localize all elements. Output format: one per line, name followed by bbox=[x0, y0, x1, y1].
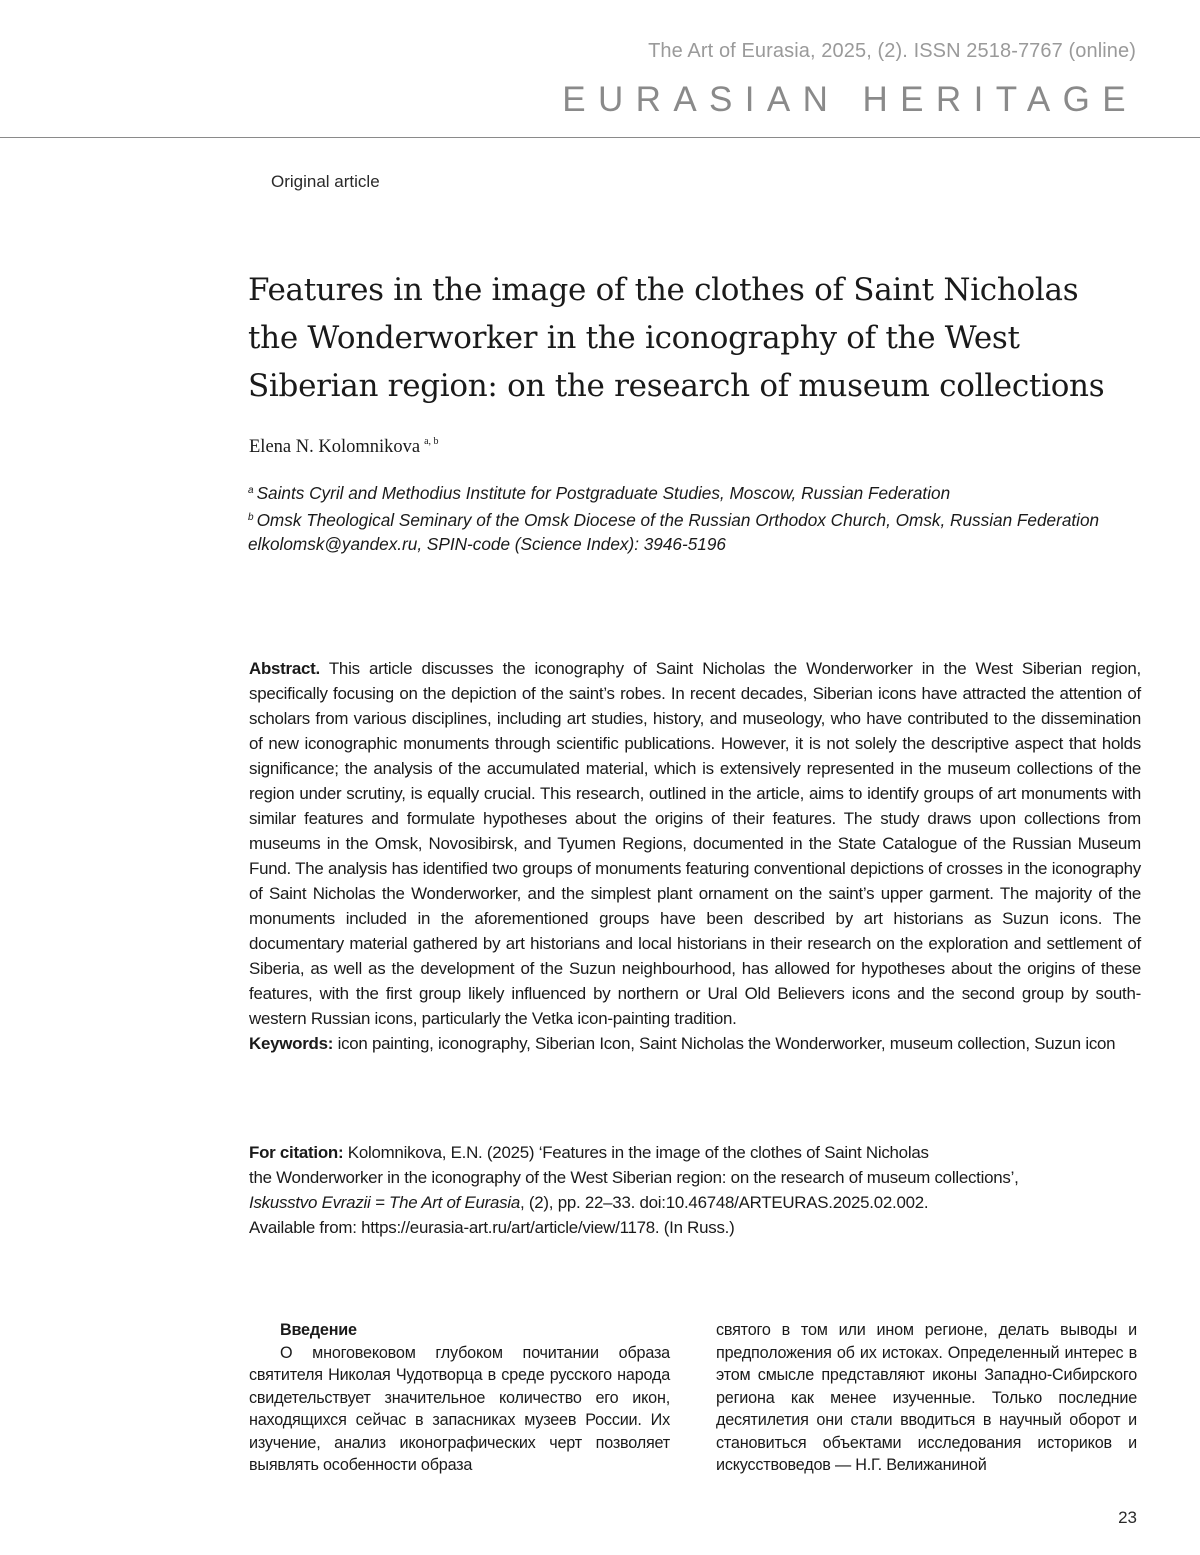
contact-info: elkolomsk@yandex.ru, SPIN-code (Science Index): 3946-5196 bbox=[248, 534, 726, 554]
author-name: Elena N. Kolomnikova bbox=[249, 437, 421, 457]
author-affiliation-marks: a, b bbox=[424, 436, 439, 447]
abstract bbox=[249, 656, 1141, 1056]
affiliation-text: Omsk Theological Seminary of the Omsk Diocese of the Russian Orthodox Church, Omsk, Russian Federation bbox=[256, 509, 1100, 530]
body-paragraph: О многовековом глубоком почитании образа святителя Николая Чудотворца в среде русского народа свидетельствует значительное количество его икон, находящихся сейчас в запасниках музеев России. Их изучение, анализ иконографических черт позволяет выявлять особенности образа bbox=[249, 1343, 670, 1474]
body-column-left bbox=[249, 1319, 670, 1477]
abstract-label: Abstract. bbox=[249, 659, 320, 678]
article-type: Original article bbox=[271, 172, 380, 191]
affiliation-b bbox=[248, 506, 1108, 533]
title-line: the Wonderworker in the iconography of the West bbox=[248, 320, 1020, 356]
body-column-right bbox=[716, 1319, 1137, 1477]
affiliations bbox=[248, 479, 1108, 557]
body-paragraph: святого в том или ином регионе, делать выводы и предположения об их истоках. Определенный интерес в этом смысле представляют иконы Западно-Сибирского региона как менее изученные. Только последние десятилетия они стали вводиться в научный оборот и становиться объектами исследования историков и искусствоведов — Н.Г. Велижаниной bbox=[716, 1321, 1137, 1474]
citation-line: Kolomnikova, E.N. (2025) ‘Features in the image of the clothes of Saint Nicholas bbox=[347, 1143, 929, 1162]
abstract-text: This article discusses the iconography of Saint Nicholas the Wonderworker in the West Siberian region, specifically focusing on the depiction of the saint’s robes. In recent decades, Siberian icons have attracted the attention of scholars from various disciplines, including art studies, history, and museology, who have contributed to the dissemination of new iconographic monuments through scientific publications. However, it is not solely the descriptive aspect that holds significance; the analysis of the accumulated material, which is extensively represented in the museum collections of the region under scrutiny, is equally crucial. This research, outlined in the article, aims to identify groups of art monuments with similar features and formulate hypotheses about the origins of their features. The study draws upon collections from museums in the Omsk, Novosibirsk, and Tyumen Regions, documented in the State Catalogue of the Russian Museum Fund. The analysis has identified two groups of monuments featuring conventional depictions of crosses in the iconography of Saint Nicholas the Wonderworker, and the simplest plant ornament on the saint’s upper garment. The majority of the monuments included in the aforementioned groups have been described by art historians as Suzun icons. The documentary material gathered by art historians and local historians in their research on the exploration and settlement of Siberia, as well as the development of the Suzun neighbourhood, has allowed for hypotheses about the origins of these features, with the first group likely influenced by northern or Ural Old Believers icons and the second group by south-western Russian icons, particularly the Vetka icon-painting tradition. bbox=[249, 659, 1141, 1028]
citation-line: the Wonderworker in the iconography of the West Siberian region: on the research of museum collections’, bbox=[249, 1168, 1019, 1187]
citation bbox=[249, 1140, 1141, 1240]
section-heading: Введение bbox=[280, 1321, 357, 1339]
series-title: EURASIAN HERITAGE bbox=[562, 80, 1138, 119]
page-number: 23 bbox=[1118, 1508, 1137, 1527]
affiliation-text: Saints Cyril and Methodius Institute for Postgraduate Studies, Moscow, Russian Federation bbox=[256, 483, 951, 503]
article-title bbox=[248, 266, 1148, 410]
citation-journal: Iskusstvo Evrazii = The Art of Eurasia bbox=[249, 1193, 521, 1212]
header-divider bbox=[0, 137, 1200, 138]
title-line: Siberian region: on the research of museum collections bbox=[248, 368, 1105, 404]
keywords-text: icon painting, iconography, Siberian Icon, Saint Nicholas the Wonderworker, museum collection, Suzun icon bbox=[337, 1034, 1116, 1053]
keywords-label: Keywords: bbox=[249, 1034, 334, 1053]
affiliation-marker: a bbox=[248, 485, 254, 496]
author bbox=[249, 436, 439, 458]
citation-link: Available from: https://eurasia-art.ru/art/article/view/1178. (In Russ.) bbox=[249, 1218, 735, 1237]
title-line: Features in the image of the clothes of Saint Nicholas bbox=[248, 272, 1079, 308]
affiliation-a bbox=[248, 479, 1108, 506]
affiliation-marker: b bbox=[248, 511, 254, 523]
citation-label: For citation: bbox=[249, 1143, 344, 1162]
journal-info: The Art of Eurasia, 2025, (2). ISSN 2518-7767 (online) bbox=[648, 40, 1136, 62]
citation-line: , (2), pp. 22–33. doi:10.46748/ARTEURAS.2025.02.002. bbox=[520, 1193, 929, 1212]
